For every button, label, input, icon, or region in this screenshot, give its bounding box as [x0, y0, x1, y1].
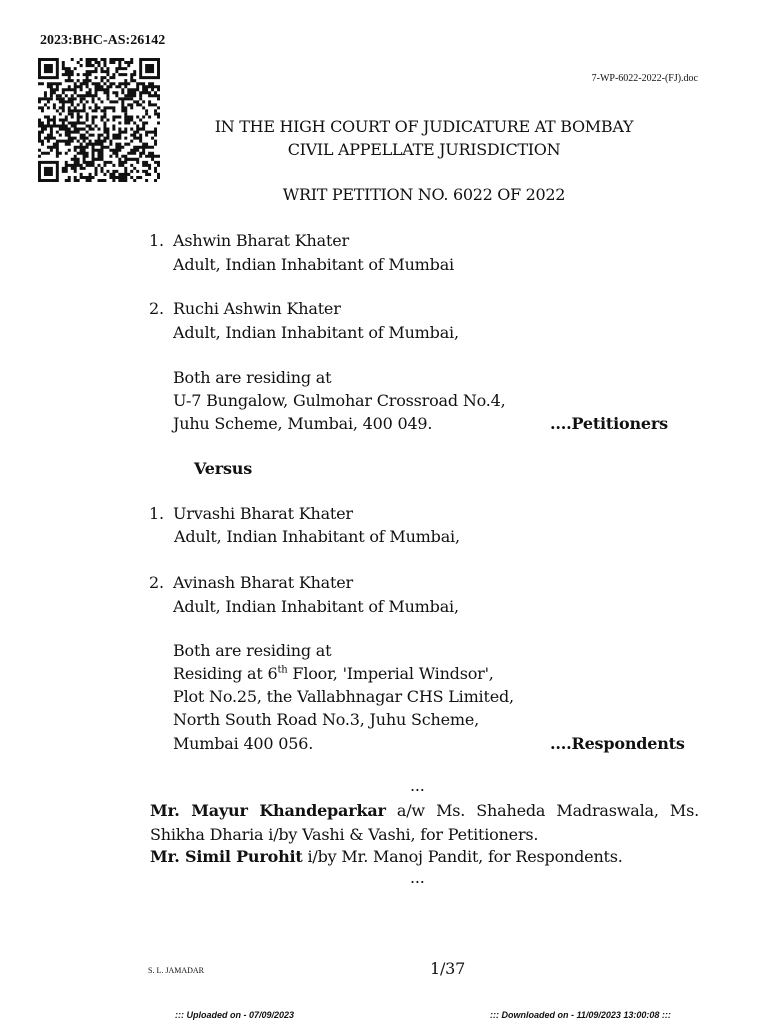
address-text: Floor, 'Imperial Windsor',	[287, 664, 494, 683]
counsel-details: a/w Ms. Shaheda Madraswala, Ms. Shikha Dharia i/by Vashi & Vashi, for Petitioners.	[150, 801, 699, 844]
address-line: Juhu Scheme, Mumbai, 400 049.	[173, 414, 433, 433]
address-line: Both are residing at	[173, 641, 332, 660]
counsel-name: Mr. Mayur Khandeparkar	[150, 801, 386, 820]
address-line: Plot No.25, the Vallabhnagar CHS Limited,	[173, 687, 514, 706]
respondent-name: Avinash Bharat Khater	[173, 573, 353, 592]
respondent-description: Adult, Indian Inhabitant of Mumbai,	[173, 597, 459, 616]
counsel-details: i/by Mr. Manoj Pandit, for Respondents.	[302, 847, 623, 866]
downloaded-stamp: ::: Downloaded on - 11/09/2023 13:00:08 :::	[490, 1010, 671, 1020]
petitioner-description: Adult, Indian Inhabitant of Mumbai	[173, 255, 454, 274]
separator: ...	[410, 868, 425, 887]
petitioner-counsel	[150, 799, 699, 847]
petitioner-description: Adult, Indian Inhabitant of Mumbai,	[173, 323, 459, 342]
party-number: 2.	[149, 573, 164, 592]
ordinal-suffix: th	[277, 664, 288, 676]
counsel-name: Mr. Simil Purohit	[150, 847, 303, 866]
address-line: Both are residing at	[173, 368, 332, 387]
address-text: Residing at 6	[173, 664, 278, 683]
judge-initials: S. L. JAMADAR	[148, 966, 205, 975]
address-line: North South Road No.3, Juhu Scheme,	[173, 710, 479, 729]
document-filename: 7-WP-6022-2022-(FJ).doc	[591, 73, 698, 84]
petitioner-name: Ruchi Ashwin Khater	[173, 299, 341, 318]
address-line: U-7 Bungalow, Gulmohar Crossroad No.4,	[173, 391, 506, 410]
address-line	[173, 664, 494, 683]
petitioners-label: ....Petitioners	[550, 414, 668, 433]
jurisdiction: CIVIL APPELLATE JURISDICTION	[287, 140, 561, 159]
page-number: 1/37	[430, 959, 466, 978]
neutral-citation: 2023:BHC-AS:26142	[40, 33, 166, 48]
separator: ...	[410, 776, 425, 795]
versus-label: Versus	[194, 459, 253, 478]
respondents-label: ....Respondents	[550, 734, 685, 753]
respondent-counsel	[150, 847, 623, 866]
respondent-name: Urvashi Bharat Khater	[173, 504, 353, 523]
party-number: 2.	[149, 299, 164, 318]
petition-number: WRIT PETITION NO. 6022 OF 2022	[282, 185, 566, 204]
address-line: Mumbai 400 056.	[173, 734, 314, 753]
petitioner-name: Ashwin Bharat Khater	[173, 231, 349, 250]
uploaded-stamp: ::: Uploaded on - 07/09/2023	[175, 1010, 295, 1020]
party-number: 1.	[149, 231, 164, 250]
party-number: 1.	[149, 504, 164, 523]
court-name: IN THE HIGH COURT OF JUDICATURE AT BOMBAY	[214, 117, 634, 136]
respondent-description: Adult, Indian Inhabitant of Mumbai,	[174, 527, 460, 546]
